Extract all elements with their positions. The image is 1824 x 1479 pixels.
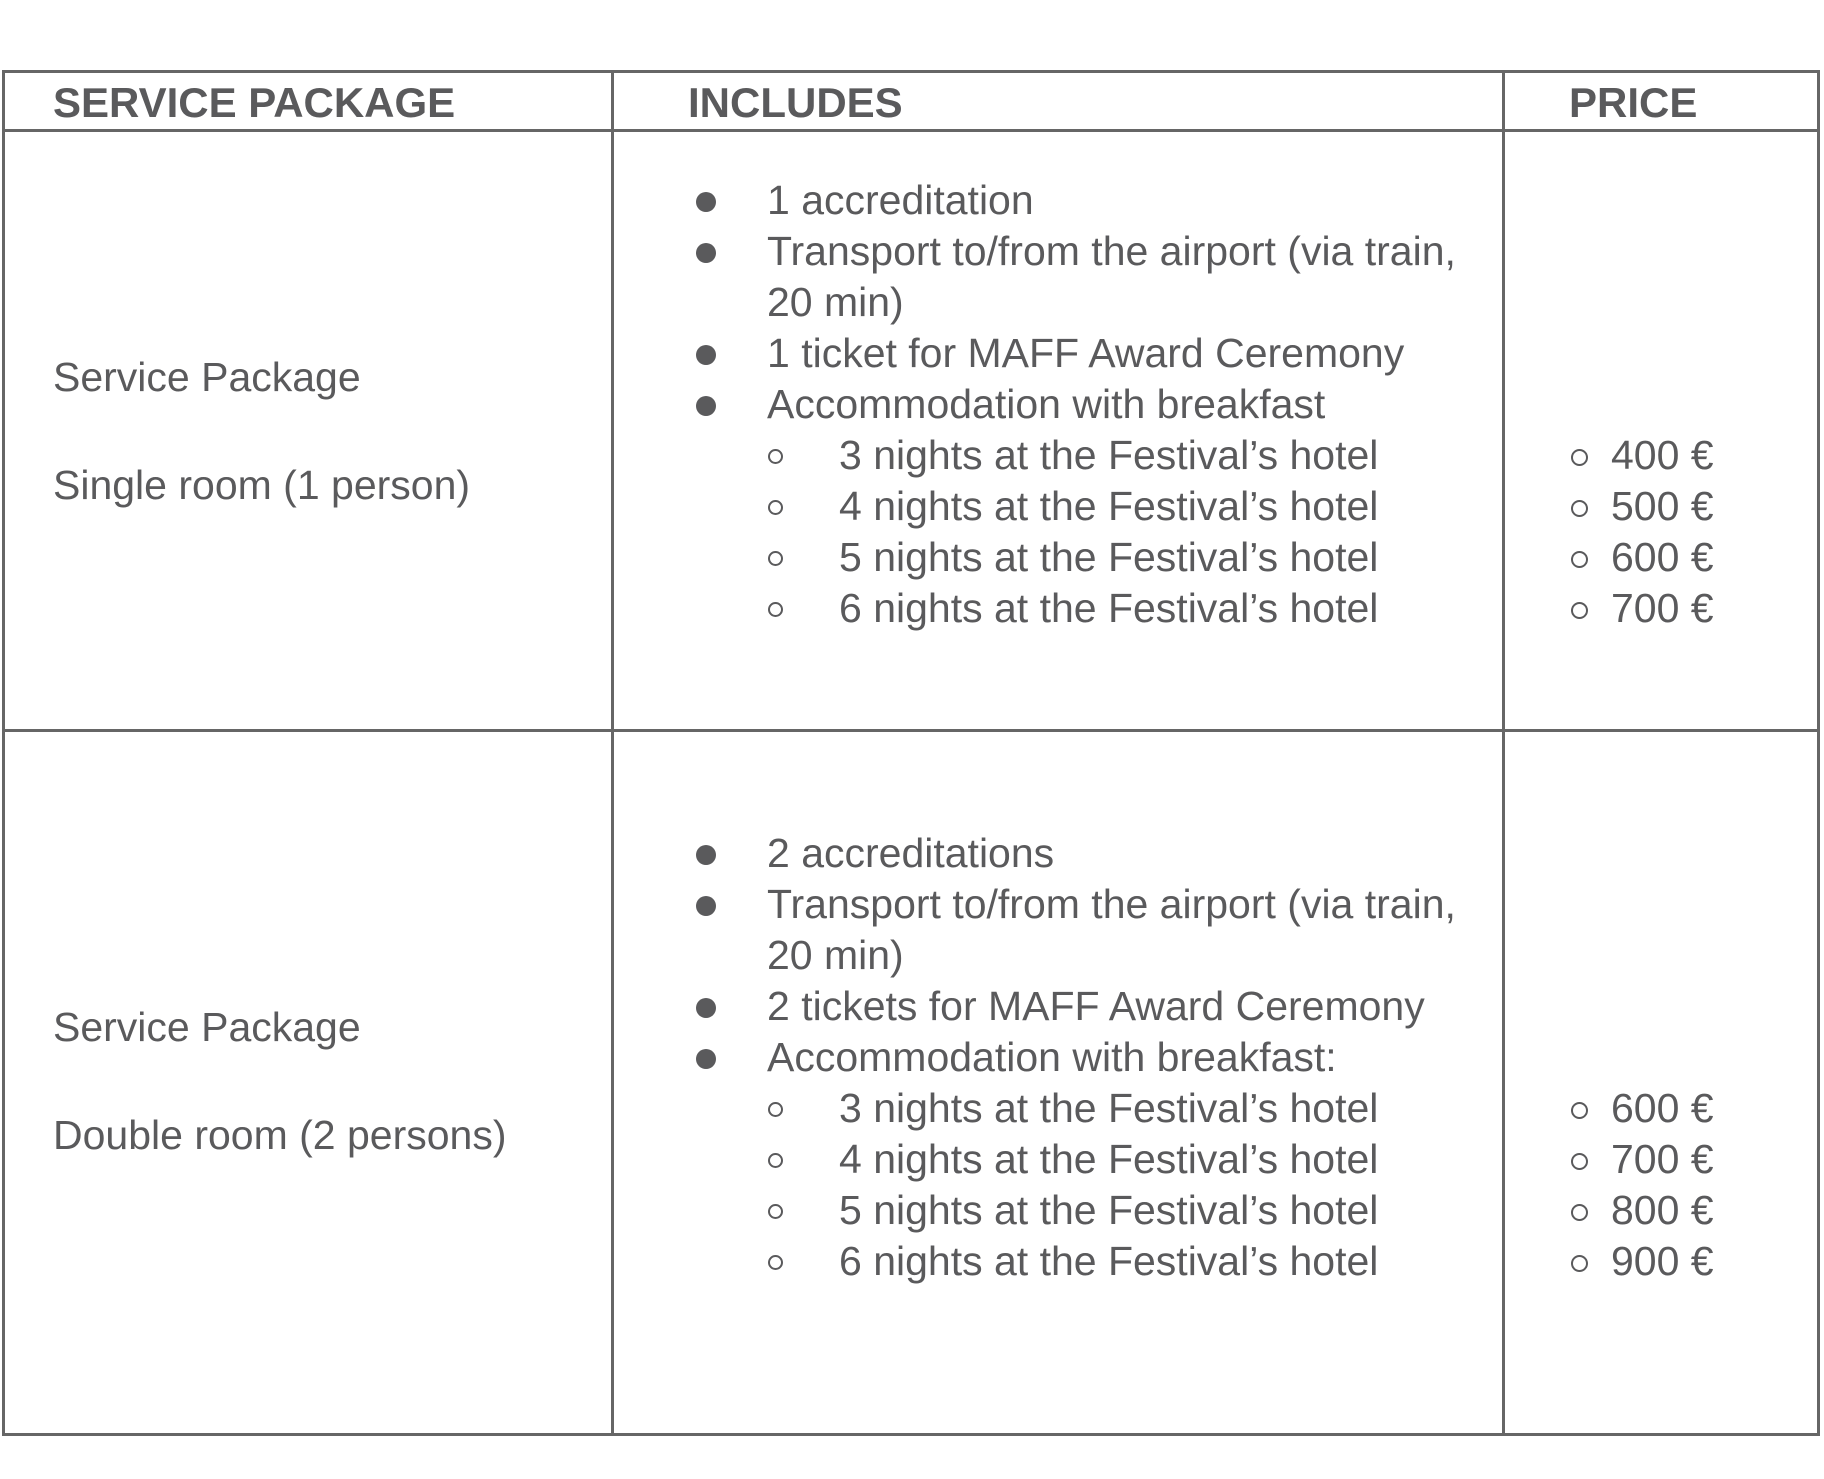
list-item: Transport to/from the airport (via train, 20 min) — [688, 879, 1488, 981]
list-item: 5 nights at the Festival’s hotel — [688, 1185, 1488, 1236]
room-type-label: Double room (2 persons) — [53, 1112, 507, 1158]
bullet-icon — [696, 396, 716, 416]
includes-list-double — [688, 828, 1488, 1083]
price-item: 700 € — [1571, 1134, 1714, 1185]
circle-bullet-icon — [768, 1102, 783, 1117]
list-item: 2 accreditations — [688, 828, 1488, 879]
list-item: 3 nights at the Festival’s hotel — [688, 1083, 1488, 1134]
list-item: Transport to/from the airport (via train, 20 min) — [688, 226, 1488, 328]
nights-list-double — [688, 1083, 1488, 1287]
list-item: 1 accreditation — [688, 175, 1488, 226]
price-item: 600 € — [1571, 1083, 1714, 1134]
list-item: Accommodation with breakfast: — [688, 1032, 1488, 1083]
list-item: 2 tickets for MAFF Award Ceremony — [688, 981, 1488, 1032]
circle-bullet-icon — [768, 449, 783, 464]
list-item: 4 nights at the Festival’s hotel — [688, 481, 1488, 532]
package-name-single — [53, 353, 470, 509]
circle-bullet-icon — [768, 551, 783, 566]
circle-bullet-icon — [768, 1204, 783, 1219]
circle-bullet-icon — [768, 500, 783, 515]
bullet-icon — [696, 896, 716, 916]
circle-bullet-icon — [1571, 1255, 1588, 1272]
price-list-single — [1571, 430, 1714, 634]
price-item: 400 € — [1571, 430, 1714, 481]
column-divider-2 — [1502, 73, 1505, 1433]
price-item: 900 € — [1571, 1236, 1714, 1287]
price-item: 500 € — [1571, 481, 1714, 532]
header-includes: INCLUDES — [688, 79, 903, 126]
circle-bullet-icon — [1571, 1102, 1588, 1119]
circle-bullet-icon — [768, 1153, 783, 1168]
list-item: 6 nights at the Festival’s hotel — [688, 583, 1488, 634]
price-item: 700 € — [1571, 583, 1714, 634]
price-list-double — [1571, 1083, 1714, 1287]
circle-bullet-icon — [768, 602, 783, 617]
list-item: 4 nights at the Festival’s hotel — [688, 1134, 1488, 1185]
nights-list-single — [688, 430, 1488, 634]
circle-bullet-icon — [1571, 1204, 1588, 1221]
list-item: 5 nights at the Festival’s hotel — [688, 532, 1488, 583]
header-price: PRICE — [1569, 79, 1698, 126]
bullet-icon — [696, 345, 716, 365]
bullet-icon — [696, 1049, 716, 1069]
package-label: Service Package — [53, 354, 361, 400]
price-item: 800 € — [1571, 1185, 1714, 1236]
list-item: 3 nights at the Festival’s hotel — [688, 430, 1488, 481]
circle-bullet-icon — [1571, 1153, 1588, 1170]
package-name-double — [53, 1003, 506, 1159]
bullet-icon — [696, 192, 716, 212]
room-type-label: Single room (1 person) — [53, 462, 471, 508]
bullet-icon — [696, 243, 716, 263]
header-divider — [5, 129, 1817, 132]
bullet-icon — [696, 845, 716, 865]
circle-bullet-icon — [1571, 551, 1588, 568]
row-divider — [5, 729, 1817, 732]
price-item: 600 € — [1571, 532, 1714, 583]
package-label: Service Package — [53, 1004, 361, 1050]
list-item: 6 nights at the Festival’s hotel — [688, 1236, 1488, 1287]
service-package-table — [2, 70, 1820, 1436]
bullet-icon — [696, 998, 716, 1018]
circle-bullet-icon — [768, 1255, 783, 1270]
circle-bullet-icon — [1571, 449, 1588, 466]
column-divider-1 — [611, 73, 614, 1433]
circle-bullet-icon — [1571, 602, 1588, 619]
circle-bullet-icon — [1571, 500, 1588, 517]
header-service-package: SERVICE PACKAGE — [53, 79, 456, 126]
list-item: Accommodation with breakfast — [688, 379, 1488, 430]
includes-list-single — [688, 175, 1488, 430]
list-item: 1 ticket for MAFF Award Ceremony — [688, 328, 1488, 379]
